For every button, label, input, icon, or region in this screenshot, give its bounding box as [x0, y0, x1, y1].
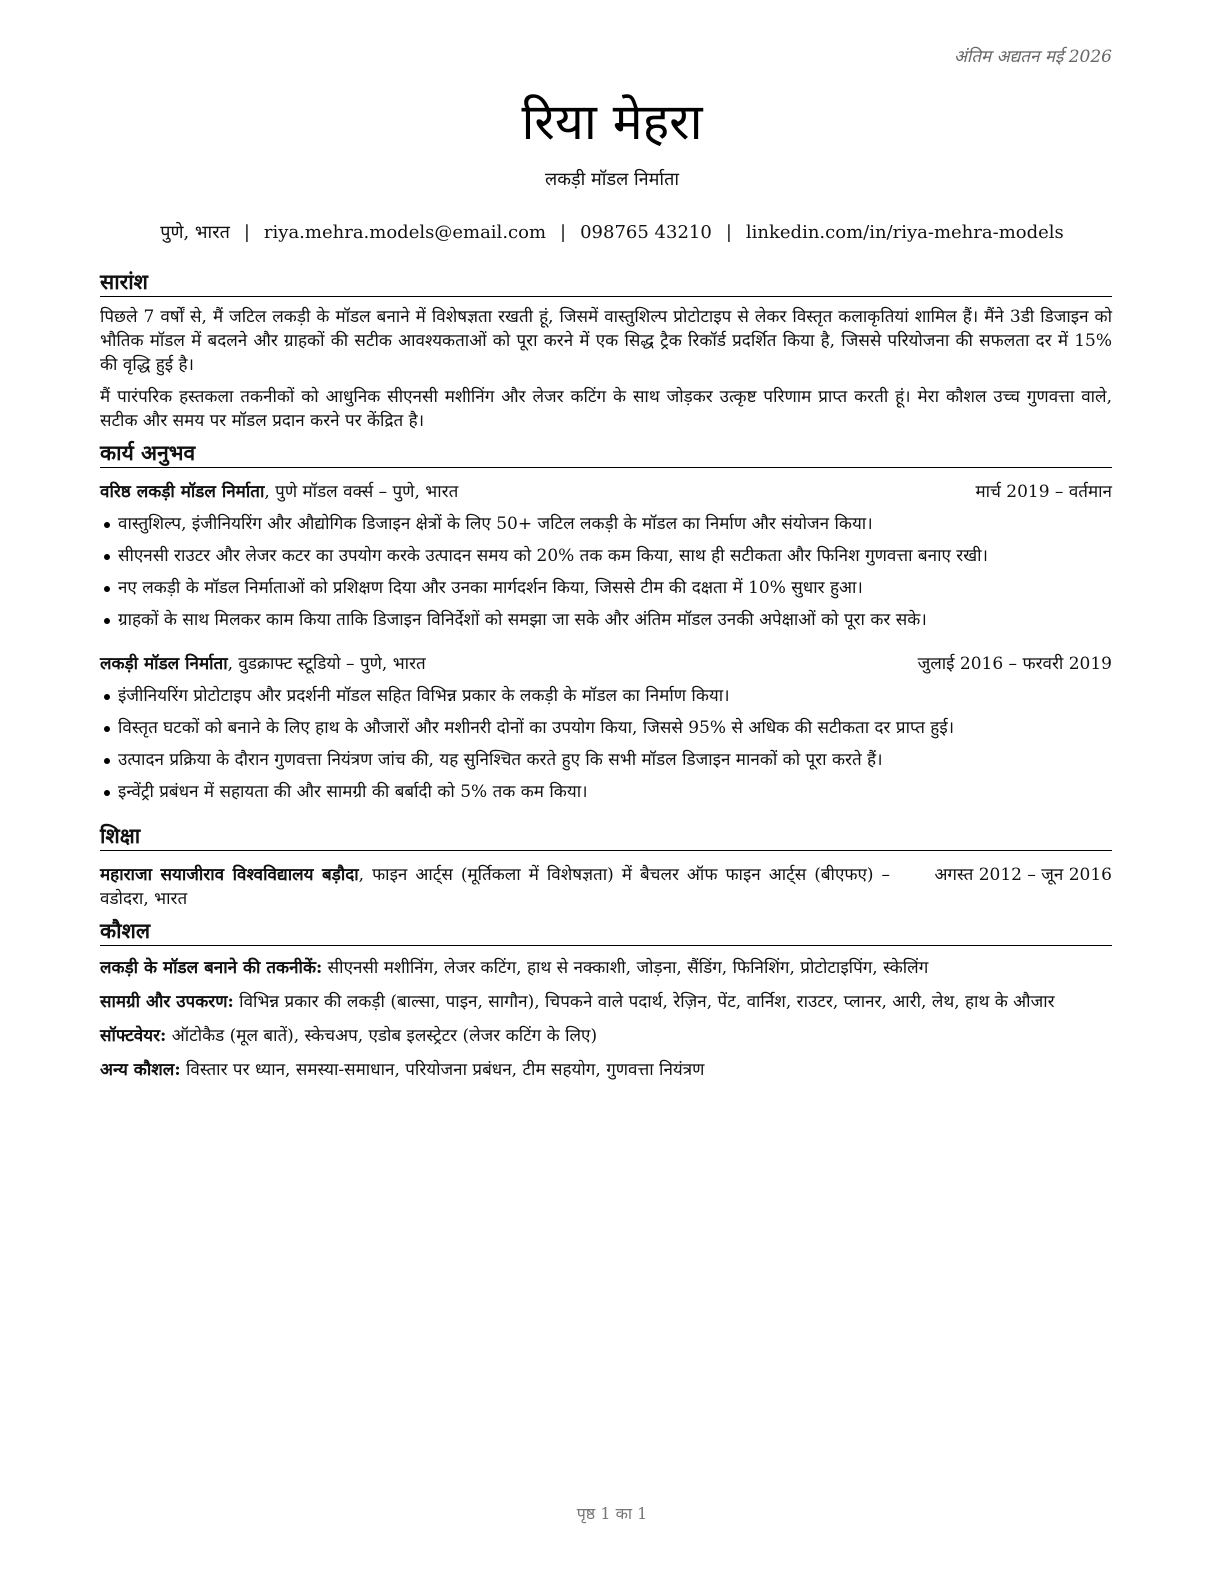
job-role: लकड़ी मॉडल निर्माता: [100, 654, 228, 674]
education-heading: शिक्षा: [100, 824, 1112, 851]
job-bullet: इंजीनियरिंग प्रोटोटाइप और प्रदर्शनी मॉडल सहित विभिन्न प्रकार के लकड़ी के मॉडल का निर्माण किया।: [100, 684, 1112, 708]
last-updated: अंतिम अद्यतन मई 2026: [953, 47, 1112, 67]
summary-paragraph: मैं पारंपरिक हस्तकला तकनीकों को आधुनिक सीएनसी मशीनिंग और लेजर कटिंग के साथ जोड़कर उत्कृष्ट परिणाम प्राप्त करती हूं। मेरा कौशल उच्च गुणवत्ता वाले, सटीक और समय पर मॉडल प्रदान करने पर केंद्रित है।: [100, 387, 1112, 431]
skill-row: [100, 956, 1112, 980]
skill-value: विभिन्न प्रकार की लकड़ी (बाल्सा, पाइन, सागौन), चिपकने वाले पदार्थ, रेज़िन, पेंट, वार्निश, राउटर, प्लानर, आरी, लेथ, हाथ के औजार: [233, 992, 1055, 1012]
job-header: [100, 480, 1112, 504]
contact-phone: 098765 43210: [580, 222, 712, 243]
skill-value: ऑटोकैड (मूल बातें), स्केचअप, एडोब इलस्ट्रेटर (लेजर कटिंग के लिए): [166, 1026, 598, 1046]
job-header: [100, 652, 1112, 676]
skill-row: [100, 1058, 1112, 1082]
candidate-name: रिया मेहरा: [521, 93, 703, 151]
contact-email[interactable]: riya.mehra.models@email.com: [263, 222, 547, 243]
candidate-title: लकड़ी मॉडल निर्माता: [544, 169, 680, 190]
job-bullet: नए लकड़ी के मॉडल निर्माताओं को प्रशिक्षण दिया और उनका मार्गदर्शन किया, जिससे टीम की दक्षता में 10% सुधार हुआ।: [100, 576, 1112, 600]
summary-heading: सारांश: [100, 270, 1112, 297]
experience-section: [100, 441, 1112, 804]
resume-content: [100, 270, 1112, 1092]
contact-line: [0, 220, 1224, 244]
education-dates: अगस्त 2012 – जून 2016: [934, 865, 1112, 885]
skill-label: सामग्री और उपकरण:: [100, 992, 234, 1012]
education-institution: महाराजा सयाजीराव विश्वविद्यालय बड़ौदा: [100, 865, 359, 885]
job-bullets: [100, 512, 1112, 632]
skill-row: [100, 990, 1112, 1014]
job-bullet: वास्तुशिल्प, इंजीनियरिंग और औद्योगिक डिजाइन क्षेत्रों के लिए 50+ जटिल लकड़ी के मॉडल का निर्माण और संयोजन किया।: [100, 512, 1112, 536]
job-dates: जुलाई 2016 – फरवरी 2019: [917, 654, 1112, 674]
skill-value: विस्तार पर ध्यान, समस्या-समाधान, परियोजना प्रबंधन, टीम सहयोग, गुणवत्ता नियंत्रण: [180, 1060, 705, 1080]
job-bullets: [100, 684, 1112, 804]
job-bullet: उत्पादन प्रक्रिया के दौरान गुणवत्ता नियंत्रण जांच की, यह सुनिश्चित करते हुए कि सभी मॉडल डिजाइन मानकों को पूरा करते हैं।: [100, 748, 1112, 772]
summary-paragraph: पिछले 7 वर्षों से, मैं जटिल लकड़ी के मॉडल बनाने में विशेषज्ञता रखती हूं, जिसमें वास्तुशिल्प प्रोटोटाइप से लेकर विस्तृत कलाकृतियां शामिल हैं। मैंने 3डी डिजाइन को भौतिक मॉडल में बदलने और ग्राहकों की सटीक आवश्यकताओं को पूरा करने में एक सिद्ध ट्रैक रिकॉर्ड प्रदर्शित किया है, जिससे परियोजना की सफलता दर में 15% की वृद्धि हुई है।: [100, 307, 1112, 375]
skill-label: अन्य कौशल:: [100, 1060, 181, 1080]
job-role: वरिष्ठ लकड़ी मॉडल निर्माता: [100, 482, 265, 502]
job-entry: [100, 652, 1112, 804]
job-company: , वुडक्राफ्ट स्टूडियो – पुणे, भारत: [227, 654, 426, 674]
experience-heading: कार्य अनुभव: [100, 441, 1112, 468]
contact-linkedin[interactable]: linkedin.com/in/riya-mehra-models: [745, 222, 1064, 243]
job-entry: [100, 480, 1112, 632]
skill-row: [100, 1024, 1112, 1048]
contact-separator: |: [243, 222, 250, 243]
contact-location: पुणे, भारत: [160, 222, 230, 243]
job-bullet: ग्राहकों के साथ मिलकर काम किया ताकि डिजाइन विनिर्देशों को समझा जा सके और अंतिम मॉडल उनकी अपेक्षाओं को पूरा कर सके।: [100, 608, 1112, 632]
job-company: , पुणे मॉडल वर्क्स – पुणे, भारत: [264, 482, 459, 502]
education-entry: [100, 863, 1112, 911]
skill-label: सॉफ्टवेयर:: [100, 1026, 167, 1046]
education-details: , फाइन आर्ट्स (मूर्तिकला में विशेषज्ञता) में बैचलर ऑफ फाइन आर्ट्स (बीएफए) – वडोदरा, भारत: [100, 865, 890, 909]
page-number: पृष्ठ 1 का 1: [576, 1504, 648, 1523]
job-bullet: इन्वेंट्री प्रबंधन में सहायता की और सामग्री की बर्बादी को 5% तक कम किया।: [100, 780, 1112, 804]
job-dates: मार्च 2019 – वर्तमान: [975, 482, 1112, 502]
education-section: [100, 824, 1112, 911]
job-bullet: सीएनसी राउटर और लेजर कटर का उपयोग करके उत्पादन समय को 20% तक कम किया, साथ ही सटीकता और फिनिश गुणवत्ता बनाए रखी।: [100, 544, 1112, 568]
skills-heading: कौशल: [100, 919, 1112, 946]
contact-separator: |: [560, 222, 567, 243]
job-bullet: विस्तृत घटकों को बनाने के लिए हाथ के औजारों और मशीनरी दोनों का उपयोग किया, जिससे 95% से अधिक की सटीकता दर प्राप्त हुई।: [100, 716, 1112, 740]
skill-value: सीएनसी मशीनिंग, लेजर कटिंग, हाथ से नक्काशी, जोड़ना, सैंडिंग, फिनिशिंग, प्रोटोटाइपिंग, स्केलिंग: [322, 958, 929, 978]
skills-section: [100, 919, 1112, 1082]
contact-separator: |: [725, 222, 732, 243]
summary-section: [100, 270, 1112, 433]
skill-label: लकड़ी के मॉडल बनाने की तकनीकें:: [100, 958, 323, 978]
